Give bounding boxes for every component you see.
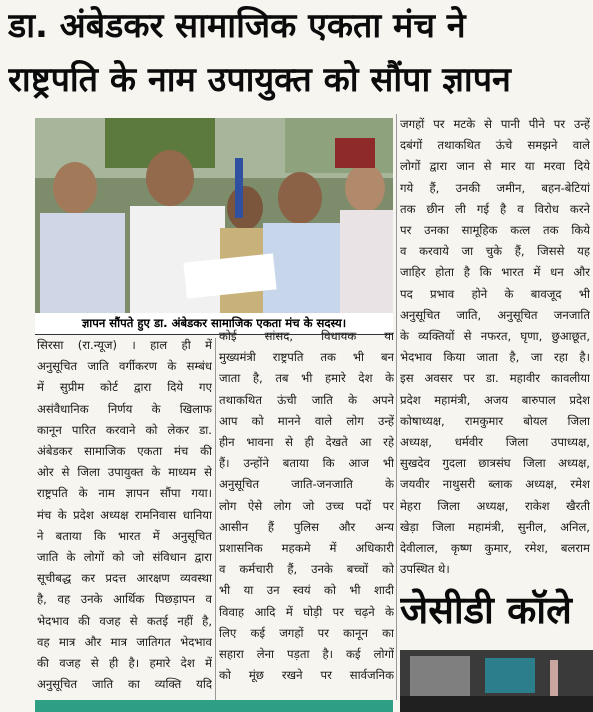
article-line: अनुसूचित जाति, अनुसूचित जनजाति [400,307,590,322]
article-line: सूचीबद्ध कर प्रदत्त आरक्षण व्यवस्था [37,571,212,586]
article-line: आसीन हैं पुलिस और अन्य [219,519,394,534]
photo-caption: ज्ञापन सौंपते हुए डा. अंबेडकर सामाजिक एकता मंच के सदस्य। [35,313,393,335]
article-line: मुख्यमंत्री राष्ट्रपति तक भी बन [219,350,394,365]
article-line: अनुसूचित जाति वर्गीकरण के सम्बंध [37,359,212,374]
headline-line-1: डा. अंबेडकर सामाजिक एकता मंच ने [8,6,466,46]
article-column-1 [37,335,212,695]
article-line: राष्ट्रपति के नाम ज्ञापन सौंपा गया। [37,486,212,501]
article-line: सुखदेव गुदला छात्रसंघ जिला अध्यक्ष, [400,456,590,471]
article-line: लोगों द्वारा जान से मार या मरवा दिये [400,159,590,174]
column-divider-1 [215,338,216,700]
article-line: को मूंछ रखने पर सार्वजनिक [219,668,394,683]
article-line: भेदभाव की वजह से कतई नहीं है, [37,613,212,628]
article-line: मंच के प्रदेश अध्यक्ष रामनिवास धानिया [37,507,212,522]
article-line: खेड़ा जिला महामंत्री, सुनील, अनिल, [400,519,590,534]
article-line: अध्यक्ष, धर्मवीर जिला उपाध्यक्ष, [400,435,590,450]
article-line: के व्यक्तियों से नफरत, घृणा, छुआछूत, [400,329,590,344]
article-line: पर उनका सामूहिक कत्ल तक किये [400,223,590,238]
article-line: अनुसूचित जाति का व्यक्ति यदि [37,677,212,692]
article-line: अंबेडकर सामाजिक एकता मंच की [37,444,212,459]
article-line: तक छीन ली गई है व विरोध करने [400,201,590,216]
article-line: तथाकथित ऊंची जाति के अपने [219,392,394,407]
article-line: मेहरा जिला अध्यक्ष, राकेश खैरती [400,498,590,513]
article-line: जयवीर नाथुसरी ब्लाक अध्यक्ष, रमेश [400,477,590,492]
article-line: इस अवसर पर डा. महावीर कावलीया [400,371,590,386]
article-line: की वजह से ही है। हमारे देश में [37,656,212,671]
article-column-2 [219,326,394,686]
article-line: आप को मानने वाले लोग उन्हें [219,413,394,428]
column-divider-2 [396,114,397,700]
article-line: लिए कई जगहों पर कानून का [219,625,394,640]
article-line: असंवैधानिक निर्णय के खिलाफ [37,401,212,416]
article-line: प्रशासनिक महकमे में अधिकारी [219,541,394,556]
next-story-photo-illustration [400,650,593,712]
article-column-3 [400,114,590,580]
article-line: लोग ऐसे लोग जो उच्च पदों पर [219,498,394,513]
article-line: कोषाध्यक्ष, रामकुमार बोयल जिला [400,413,590,428]
article-line: हैं। उन्होंने बताया कि आज भी [219,456,394,471]
article-line: उपस्थित थे। [400,562,450,577]
article-line: गये हैं, उनकी जमीन, बहन-बेटियां [400,180,590,195]
article-line: हीन भावना से ही देखते आ रहे [219,435,394,450]
article-line: ओर से जिला उपायुक्त के माध्यम से [37,465,212,480]
article-line: में सुप्रीम कोर्ट द्वारा दिये गए [37,380,212,395]
article-line: वह मात्र और मात्र जातिगत भेदभाव [37,634,212,649]
article-line: जाता है, तब भी हमारे देश के [219,371,394,386]
next-story-photo [400,650,593,712]
article-line: भी या उन स्वयं को भी शादी [219,583,394,598]
article-line: भेदभाव किया जाता है, जा रहा है। [400,350,590,365]
article-line: व कर्मचारी हैं, उनके बच्चों को [219,562,394,577]
article-line: जाहिर होता है कि भारत में धन और [400,265,590,280]
bottom-band [35,700,393,712]
news-photo [35,118,393,314]
article-line: व करवाये जा चुके हैं, जिससे यह [400,244,590,259]
article-line: पद प्रभाव होने के बावजूद भी [400,286,590,301]
article-line: सिरसा (रा.न्यूज) । हाल ही में [37,338,212,352]
article-line: दबंगों तथाकथित ऊंचे समझने वाले [400,138,590,153]
article-line: कोई सांसद, विधायक या [219,329,394,343]
article-line: सहारा लेना पड़ता है। कई लोगों [219,647,394,662]
article-line: प्रदेश महामंत्री, अजय बारुपाल प्रदेश [400,392,590,407]
article-line: कानून पारित करवाने को लेकर डा. [37,422,212,437]
headline-line-2: राष्ट्रपति के नाम उपायुक्त को सौंपा ज्ञापन [8,60,511,100]
article-line: अनुसूचित जाति-जनजाति के [219,477,394,492]
photo-illustration [35,118,393,314]
article-line: जगहों पर मटके से पानी पीने पर उन्हें [400,117,590,131]
article-line: विवाह आदि में घोड़ी पर चढ़ने के [219,604,394,619]
article-line: जाति के लोगों को जो संविधान द्वारा [37,550,212,565]
article-line: ने बताया कि भारत में अनुसूचित [37,528,212,543]
article-line: देवीलाल, कृष्ण कुमार, रमेश, बलराम [400,541,590,556]
next-story-headline: जेसीडी कॉले [400,588,572,632]
article-line: है, वह उनके आर्थिक पिछड़ापन व [37,592,212,607]
